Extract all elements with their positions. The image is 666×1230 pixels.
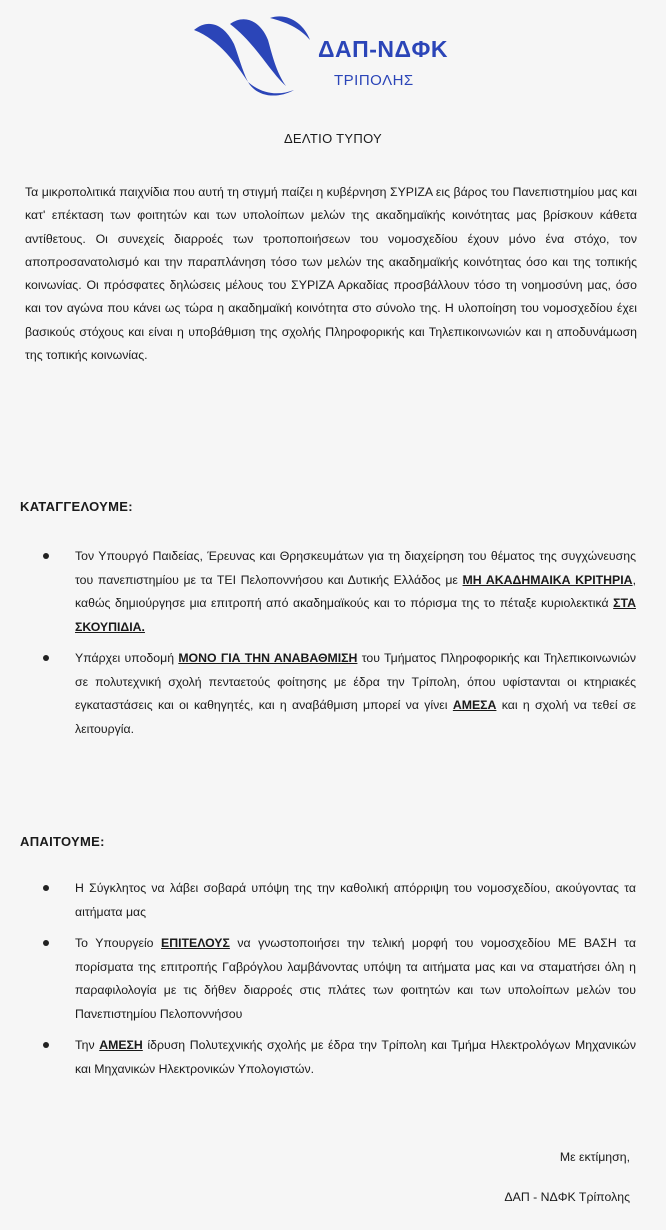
list-item: Το Υπουργείο ΕΠΙΤΕΛΟΥΣ να γνωστοποιήσει την τελική μορφή του νομοσχεδίου ΜΕ ΒΑΣΗ τα πορίσματα της επιτροπής Γαβρόγλου λαμβάνοντας υπόψη τα αιτήματα μας και να σταματήσει όλη η παραφιλολογία με τις δήθεν διαρροές στις πλάτες των φοιτητών και των υπολοίπων μελών του Πανεπιστημίου Πελοποννήσου <box>40 932 636 1026</box>
bullet-icon <box>43 940 49 946</box>
emphasis-text: ΜΟΝΟ ΓΙΑ ΤΗΝ ΑΝΑΒΑΘΜΙΣΗ <box>178 651 358 665</box>
logo-subtitle: ΤΡΙΠΟΛΗΣ <box>334 72 414 89</box>
demand-list <box>40 877 636 1089</box>
logo <box>190 10 490 105</box>
intro-paragraph: Τα μικροπολιτικά παιχνίδια που αυτή τη στιγμή παίζει η κυβέρνηση ΣΥΡΙΖΑ εις βάρος του Πανεπιστημίου μας και κατ' επέκταση των φοιτητών και των υπολοίπων μελών της ακαδημαϊκής κοινότητας μας βρίσκουν κάθετα αντίθετους. Οι συνεχείς διαρροές των τροποποιήσεων του νομοσχεδίου έχουν μόνο ένα στόχο, τον αποπροσανατολισμό και την παραπλάνηση τόσο των μελών της ακαδημαϊκής κοινότητας όσο και της τοπικής κοινωνίας. Οι πρόσφατες δηλώσεις μέλους του ΣΥΡΙΖΑ Αρκαδίας προσβάλλουν τόσο τη νοημοσύνη μας, όσο και τον αγώνα που κάνει ως τώρα η ακαδημαϊκή κοινότητα στο σύνολο της. Η υλοποίηση του νομοσχεδίου έχει βασικούς στόχους και είναι η υποβάθμιση της σχολής Πληροφορικής και Τηλεπικοινωνιών και η αποδυνάμωση της τοπικής κοινωνίας. <box>25 185 637 363</box>
list-item: Την ΑΜΕΣΗ ίδρυση Πολυτεχνικής σχολής με έδρα την Τρίπολη και Τμήμα Ηλεκτρολόγων Μηχανικών και Μηχανικών Ηλεκτρονικών Υπολογιστών. <box>40 1034 636 1081</box>
bird-wings-logo-icon <box>190 10 320 105</box>
emphasis-text: ΑΜΕΣΑ <box>452 698 497 712</box>
list-item: Υπάρχει υποδομή ΜΟΝΟ ΓΙΑ ΤΗΝ ΑΝΑΒΑΘΜΙΣΗ του Τμήματος Πληροφορικής και Τηλεπικοινωνιών σε πολυτεχνική σχολή πενταετούς φοίτησης με έδρα την Τρίπολη, όπου υφίστανται οι κτηριακές εγκαταστάσεις και οι καθηγητές, και η αναβάθμιση μπορεί να γίνει ΑΜΕΣΑ και η σχολή να τεθεί σε λειτουργία. <box>40 647 636 741</box>
closing-text: Με εκτίμηση, <box>559 1150 630 1164</box>
list-item: Τον Υπουργό Παιδείας, Έρευνας και Θρησκευμάτων για τη διαχείρηση του θέματος της συγχώνευσης του πανεπιστημίου με τα ΤΕΙ Πελοποννήσου και Δυτικής Ελλάδος με ΜΗ ΑΚΑΔΗΜΑΙΚΑ ΚΡΙΤΗΡΙΑ, καθώς δημιούργησε μια επιτροπή από ακαδημαϊκούς και το πόρισμα της το πέταξε κυριολεκτικά ΣΤΑ ΣΚΟΥΠΙΔΙΑ. <box>40 545 636 639</box>
bullet-icon <box>43 1042 49 1048</box>
denounce-list <box>40 545 636 749</box>
section-heading-denounce: ΚΑΤΑΓΓΕΛΟΥΜΕ: <box>20 499 133 514</box>
emphasis-text: ΑΜΕΣΗ <box>99 1038 143 1052</box>
emphasis-text: ΣΤΑ ΣΚΟΥΠΙΔΙΑ. <box>75 596 636 634</box>
list-item: Η Σύγκλητος να λάβει σοβαρά υπόψη της την καθολική απόρριψη του νομοσχεδίου, ακούγοντας τα αιτήματα μας <box>40 877 636 924</box>
emphasis-text: ΜΗ ΑΚΑΔΗΜΑΙΚΑ ΚΡΙΤΗΡΙΑ <box>462 572 633 587</box>
bullet-icon <box>43 885 49 891</box>
bullet-icon <box>43 655 49 661</box>
bullet-icon <box>43 553 49 559</box>
logo-title: ΔΑΠ-ΝΔΦΚ <box>318 36 449 62</box>
section-heading-demand: ΑΠΑΙΤΟΥΜΕ: <box>20 834 105 849</box>
signature-text: ΔΑΠ - ΝΔΦΚ Τρίπολης <box>504 1190 630 1204</box>
emphasis-text: ΕΠΙΤΕΛΟΥΣ <box>161 936 230 950</box>
document-title: ΔΕΛΤΙΟ ΤΥΠΟΥ <box>283 131 383 146</box>
